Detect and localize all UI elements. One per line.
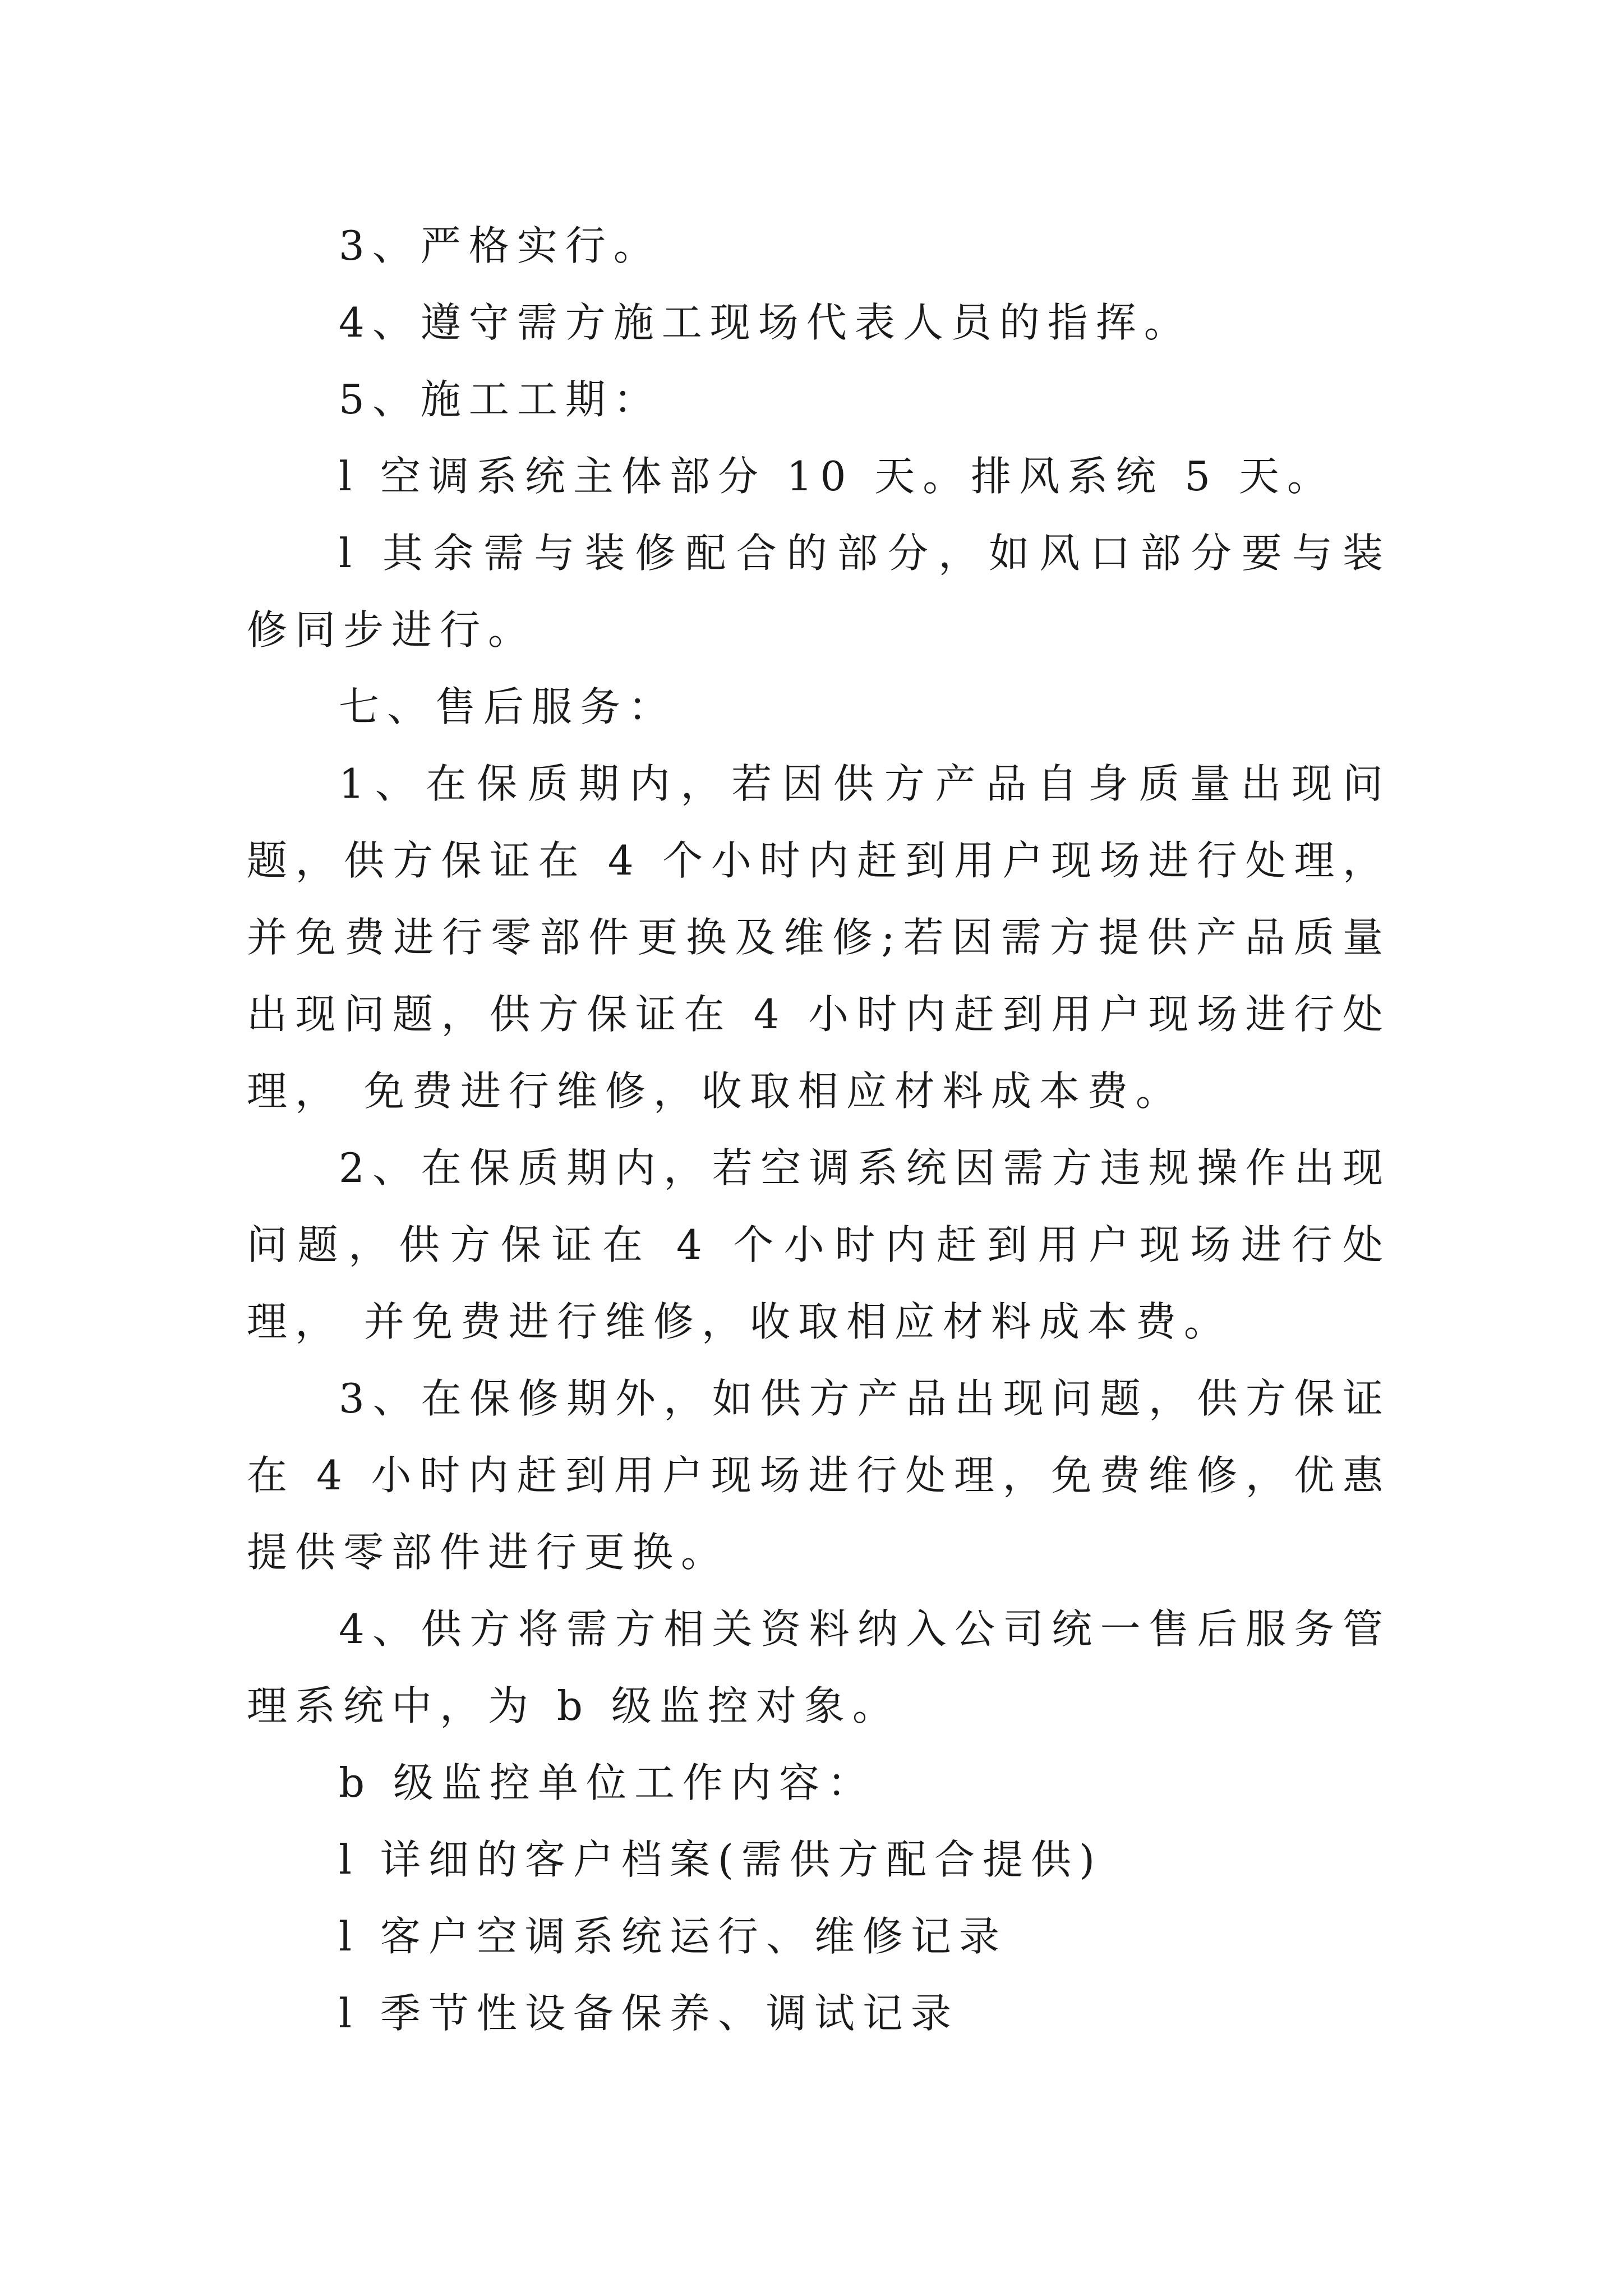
paragraph-period-decoration: l 其余需与装修配合的部分，如风口部分要与装修同步进行。 (247, 530, 1391, 654)
paragraph-after-sales-1: 1、在保质期内，若因供方产品自身质量出现问题，供方保证在 4 个小时内赶到用户现场进行处理， 并免费进行零部件更换及维修;若因需方提供产品质量出现问题，供方保证在 4 小时内赶到用户现场进行处理， 免费进行维修，收取相应材料成本费。 (247, 760, 1391, 1115)
paragraph-b-level-heading: b 级监控单位工作内容： (339, 1759, 875, 1806)
paragraph-construction-period-heading: 5、施工工期： (339, 376, 662, 423)
list-item-operation-record: l 客户空调系统运行、维修记录 (339, 1913, 1007, 1960)
paragraph-after-sales-2: 2、在保质期内，若空调系统因需方违规操作出现问题，供方保证在 4 个小时内赶到用户现场进行处理， 并免费进行维修，收取相应材料成本费。 (247, 1144, 1391, 1345)
paragraph-period-ac-system: l 空调系统主体部分 10 天。排风系统 5 天。 (339, 453, 1335, 500)
list-item-customer-file: l 详细的客户档案(需供方配合提供) (339, 1836, 1103, 1883)
section-heading-after-sales: 七、售后服务： (339, 683, 677, 730)
paragraph-construction-item-3: 3、严格实行。 (339, 222, 662, 269)
paragraph-after-sales-3: 3、在保修期外，如供方产品出现问题，供方保证在 4 小时内赶到用户现场进行处理，免费维修，优惠提供零部件进行更换。 (247, 1375, 1391, 1576)
paragraph-construction-item-4: 4、遵守需方施工现场代表人员的指挥。 (339, 299, 1192, 346)
paragraph-after-sales-4: 4、供方将需方相关资料纳入公司统一售后服务管理系统中，为 b 级监控对象。 (247, 1605, 1391, 1729)
document-body (247, 208, 1391, 2052)
list-item-maintenance-record: l 季节性设备保养、调试记录 (339, 1990, 959, 2037)
